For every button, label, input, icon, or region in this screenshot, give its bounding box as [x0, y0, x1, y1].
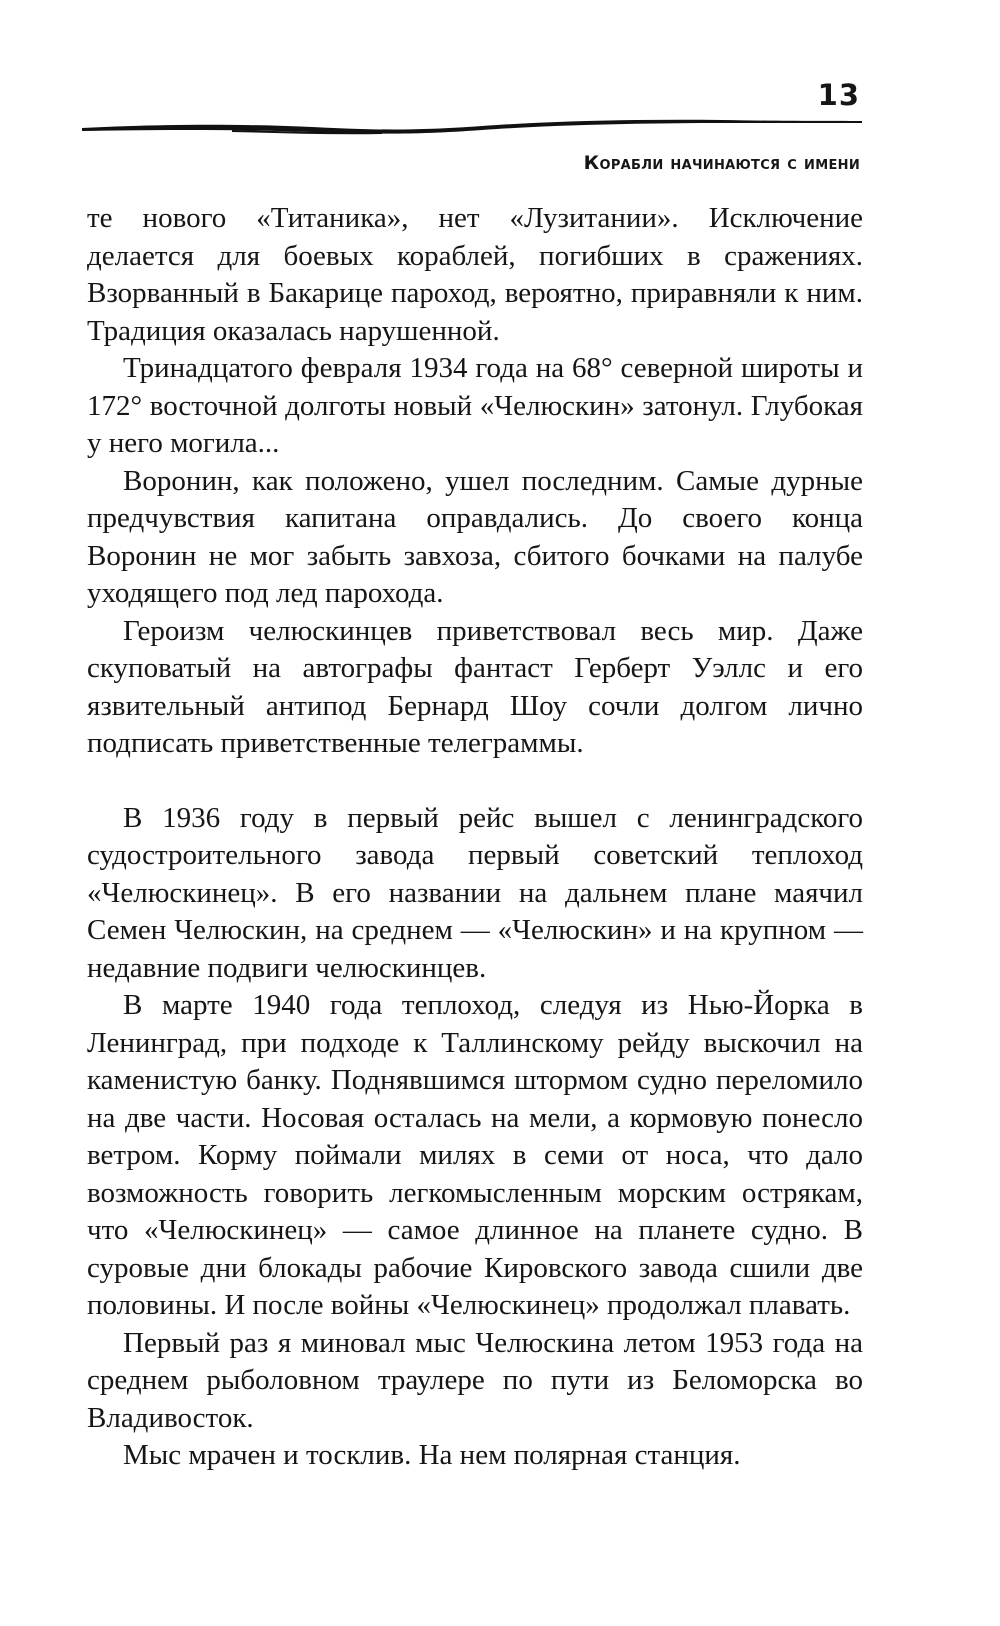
- body-text: [87, 200, 863, 1475]
- page-number: 13: [817, 78, 860, 112]
- running-head: Корабли начинаются с имени: [583, 152, 860, 174]
- section-break: [87, 763, 863, 800]
- paragraph-6: В марте 1940 года теплоход, следуя из Нью-Йорка в Ленинград, при подходе к Таллинскому рейду выскочил на каменистую банку. Поднявшимся штормом судно переломило на две части. Носовая осталась на мели, а кормовую понесло ветром. Корму поймали милях в семи от носа, что дало возможность говорить легкомысленным морским острякам, что «Челюскинец» — самое длинное на планете судно. В суровые дни блокады рабочие Кировского завода сшили две половины. И после войны «Челюскинец» продолжал плавать.: [87, 989, 863, 1321]
- paragraph-7: Первый раз я миновал мыс Челюскина летом 1953 года на среднем рыболовном траулере по пути из Беломорска во Владивосток.: [87, 1326, 863, 1434]
- paragraph-5: В 1936 году в первый рейс вышел с ленинградского судостроительного завода первый советский теплоход «Челюскинец». В его названии на дальнем плане маячил Семен Челюскин, на среднем — «Челюскин» и на крупном — недавние подвиги челюскинцев.: [87, 801, 863, 984]
- paragraph-1: те нового «Титаника», нет «Лузитании». Исключение делается для боевых кораблей, погибших в сражениях. Взорванный в Бакарице пароход, вероятно, приравняли к ним. Традиция оказалась нарушенной.: [87, 202, 863, 347]
- paragraph-8: Мыс мрачен и тосклив. На нем полярная станция.: [123, 1439, 741, 1471]
- paragraph-2: Тринадцатого февраля 1934 года на 68° северной широты и 172° восточной долготы новый «Челюскин» затонул. Глубокая у него могила...: [87, 352, 863, 459]
- paragraph-3: Воронин, как положено, ушел последним. Самые дурные предчувствия капитана оправдались. До своего конца Воронин не мог забыть завхоза, сбитого бочками на палубе уходящего под лед парохода.: [87, 464, 863, 609]
- header-rule: [82, 118, 862, 140]
- paragraph-4: Героизм челюскинцев приветствовал весь мир. Даже скуповатый на автографы фантаст Герберт Уэллс и его язвительный антипод Бернард Шоу сочли долгом лично подписать приветственные телеграммы.: [87, 614, 863, 759]
